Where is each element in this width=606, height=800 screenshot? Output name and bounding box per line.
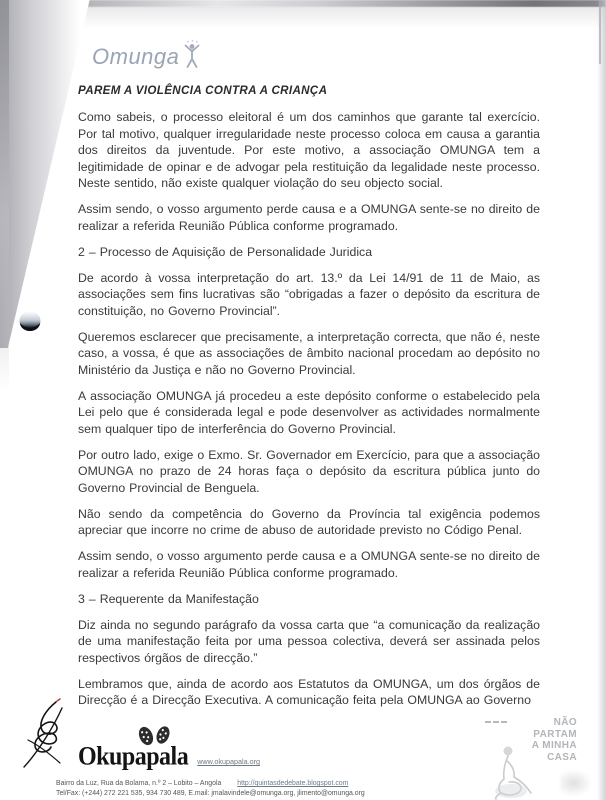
paragraph: Assim sendo, o vosso argumento perde causa e a OMUNGA sente-se no direito de realizar a referida Reunião Pública conforme programado.	[78, 202, 540, 233]
scan-smudge	[560, 768, 594, 798]
paragraph: A associação OMUNGA já procedeu a este depósito conforme o estabelecido pela Lei pelo que é considerada legal e pode desenvolver as actividades normalmente sem qualquer tipo de interferência do Governo Provincial.	[78, 388, 540, 436]
okupapala-logo-text: Okupapala	[78, 742, 189, 772]
scan-right-edge-shadow	[597, 0, 606, 800]
paragraph: Diz ainda no segundo parágrafo da vossa carta que “a comunicação da realização de uma manifestação feita por uma pessoa colectiva, deverá ser assinada pelos respectivos órgãos de direcção.”	[78, 617, 540, 665]
watermark-dash	[485, 721, 507, 723]
paragraph: Como sabeis, o processo eleitoral é um dos caminhos que garante tal exercício. Por tal motivo, qualquer irregularidade neste processo coloca em causa a garantia dos direitos da juventude. Por este motivo, a associação OMUNGA tem a legitimidade de opinar e de advogar pela restituição da legalidade neste processo. Neste sentido, não existe qualquer violação do seu objecto social.	[78, 110, 540, 190]
scan-right-edge-line	[599, 0, 601, 64]
paragraph: Lembramos que, ainda de acordo aos Estatutos da OMUNGA, um dos órgãos de Direcção é a Direcção Executiva. A comunicação feita pela OMUNGA ao Governo	[78, 676, 540, 707]
watermark-line-2: PARTAM	[533, 728, 577, 740]
watermark-line-4: CASA	[547, 751, 577, 763]
section-heading-3: 3 – Requerente da Manifestação	[78, 591, 259, 606]
scan-top-edge-shadow	[0, 0, 606, 7]
paragraph: Queremos esclarecer que precisamente, a interpretação correcta, que não é, neste caso, a vossa, é que as associações de âmbito nacional procedam ao depósito no Ministério da Justiça e não no Governo Provincial.	[78, 329, 540, 377]
campaign-slogan: PAREM A VIOLÊNCIA CONTRA A CRIANÇA	[78, 84, 328, 97]
paragraph: Por outro lado, exige o Exmo. Sr. Governador em Exercício, para que a associação OMUNGA no prazo de 24 horas faça o depósito da escritura pública junto do Governo Provincial de Benguela.	[78, 447, 540, 495]
watermark-line-3: A MINHA	[531, 740, 577, 751]
okupapala-website-link: www.okupapala.org	[197, 757, 260, 766]
scan-top-fade	[0, 7, 606, 29]
okupapala-logo	[78, 724, 378, 772]
footer-blog-link: http://quintasdedebate.blogspot.com	[237, 780, 349, 787]
omunga-figure-icon	[181, 40, 203, 75]
letter-body	[78, 109, 540, 709]
child-photo-watermark	[487, 741, 553, 800]
scan-left-edge-shadow	[0, 0, 9, 390]
omunga-logo-text: Omunga	[92, 44, 180, 69]
footer-address-block	[56, 779, 486, 799]
watermark-line-1: NÃO	[553, 717, 577, 728]
footer-address: Bairro da Luz, Rua da Bolama, n.º 2 – Lobito – Angola	[56, 780, 222, 787]
paragraph: De acordo à vossa interpretação do art. 13.º da Lei 14/91 de 11 de Maio, as associações sem fins lucrativas são “obrigadas a fazer o depósito da escritura de constituição, no Governo Provincial”.	[78, 270, 540, 318]
signature-scribble	[16, 696, 74, 781]
footer-contacts: Tel/Fax: (+244) 272 221 535, 934 730 489, E.mail: jmalavindele@omunga.org, jlimento@omunga.org	[56, 790, 365, 797]
paragraph: Não sendo da competência do Governo da Província tal exigência podemos apreciar que incorre no crime de abuso de autoridade previsto no Código Penal.	[78, 506, 540, 537]
section-heading-2: 2 – Processo de Aquisição de Personalidade Juridica	[78, 244, 373, 259]
paragraph: Assim sendo, o vosso argumento perde causa e a OMUNGA sente-se no direito de realizar a referida Reunião Pública conforme programado.	[78, 549, 540, 580]
punch-hole-shadow	[17, 309, 43, 337]
